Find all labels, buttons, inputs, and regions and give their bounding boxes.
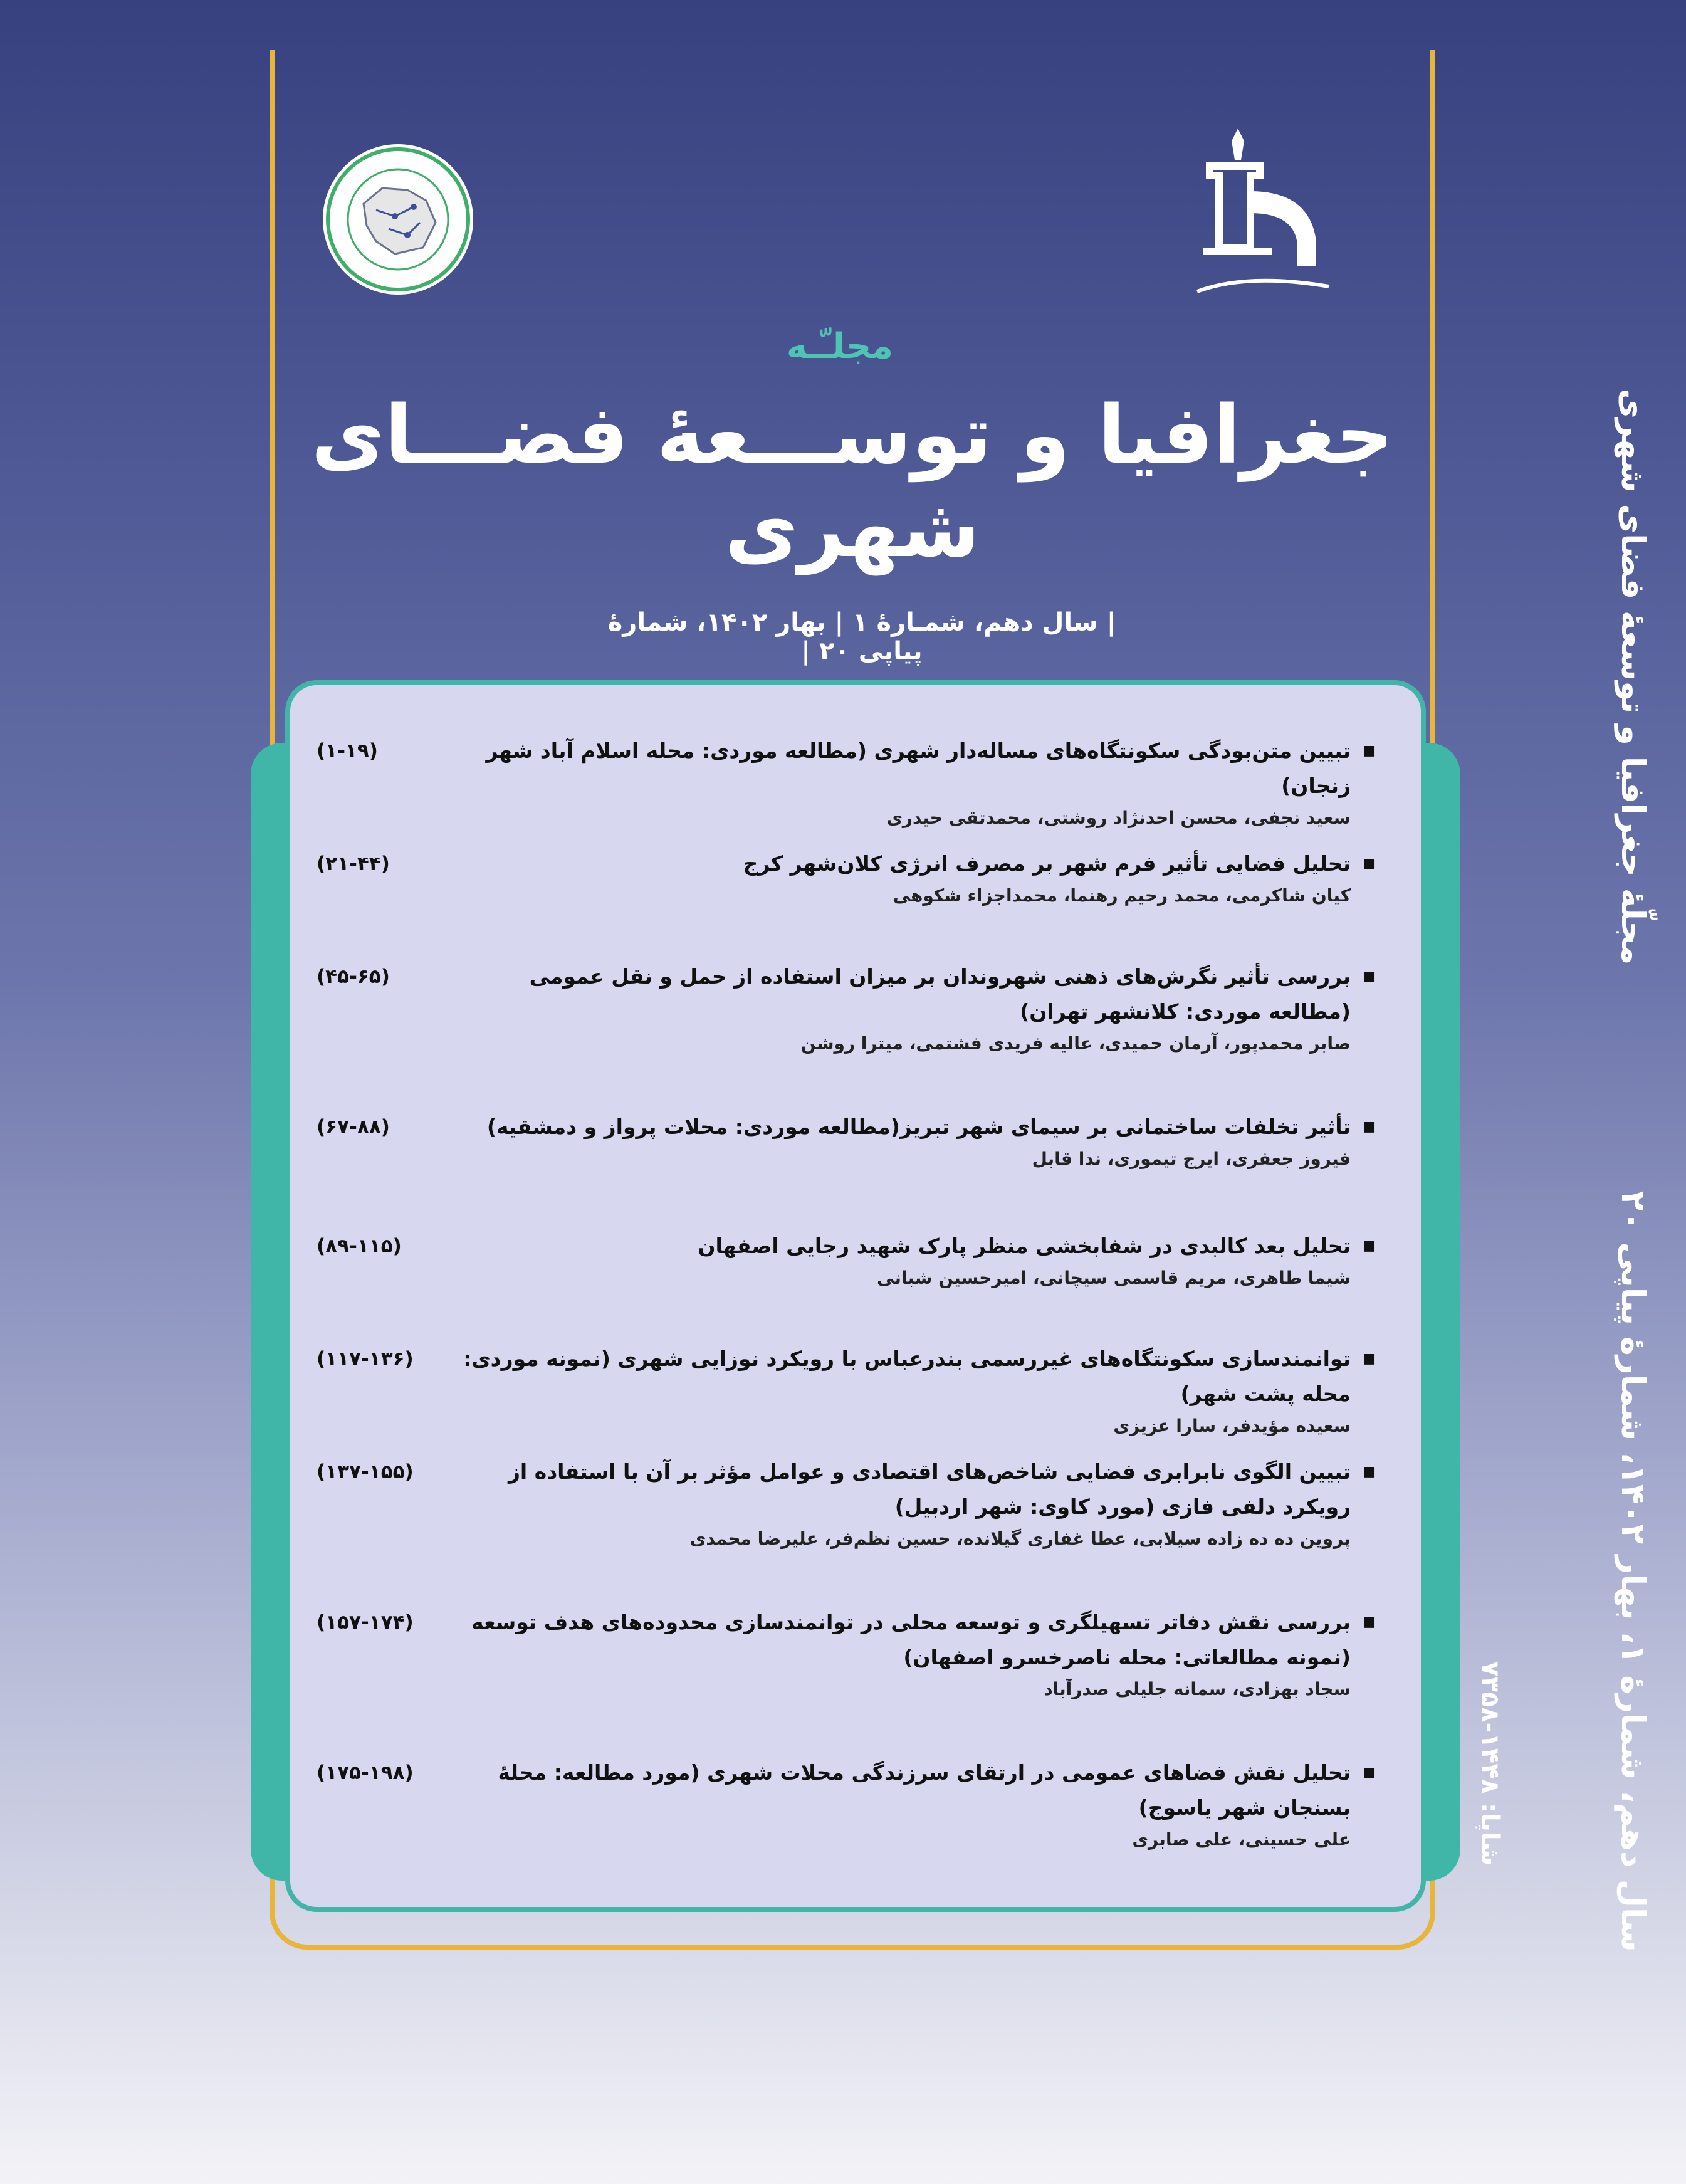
- article-pages: (۱۵۷-۱۷۴): [317, 1611, 414, 1634]
- journal-title: جغرافیا و توســـعهٔ فضـــای شهری: [311, 389, 1394, 575]
- article-pages: (۱۳۷-۱۵۵): [317, 1461, 414, 1483]
- article-5[interactable]: [317, 1229, 1376, 1288]
- article-authors: سجاد بهزادی، سمانه جلیلی صدرآباد: [1044, 1679, 1351, 1699]
- article-title[interactable]: ■ تحلیل فضایی تأثیر فرم شهر بر مصرف انرژی کلان‌شهر کرج: [317, 846, 1376, 881]
- article-pages: (۲۱-۴۴): [317, 853, 390, 875]
- article-title[interactable]: ■ بررسی تأثیر نگرش‌های ذهنی شهروندان بر میزان استفاده از حمل و نقل عمومی (مطالعه موردی: کلانشهر تهران): [317, 959, 1376, 1029]
- magazine-label: مجلـّـه: [786, 326, 894, 367]
- article-3[interactable]: [317, 959, 1376, 1054]
- article-pages: (۱-۱۹): [317, 740, 378, 762]
- spine-issn: شاپا: ۱۴۴۸-۷۳۵۸: [1475, 1661, 1504, 1866]
- issue-info: | سال دهم، شمـارهٔ ۱ | بهار ۱۴۰۲، شمارهٔ پیاپی ۲۰ |: [607, 608, 1116, 666]
- spine-issue: سال دهم، شمارهٔ ۱، بهار ۱۴۰۲، شمارهٔ پیاپی ۲۰: [1614, 1191, 1652, 1952]
- article-pages: (۱۷۵-۱۹۸): [317, 1761, 414, 1784]
- article-title[interactable]: ■ تحلیل بعد کالبدی در شفابخشی منظر پارک شهید رجایی اصفهان: [317, 1229, 1376, 1264]
- article-6[interactable]: [317, 1341, 1376, 1436]
- article-authors: کیان شاکرمی، محمد رحیم رهنما، محمداجزاء شکوهی: [893, 885, 1351, 906]
- article-pages: (۸۹-۱۱۵): [317, 1235, 402, 1257]
- article-authors: سعید نجفی، محسن احدنژاد روشتی، محمدتقی حیدری: [886, 807, 1351, 828]
- article-authors: علی حسینی، علی صابری: [1132, 1829, 1351, 1850]
- article-title[interactable]: ■ بررسی نقش دفاتر تسهیلگری و توسعه محلی در توانمندسازی محدوده‌های هدف توسعه (نمونه مطالعاتی: محله ناصرخسرو اصفهان): [317, 1605, 1376, 1675]
- article-title[interactable]: ■ تبیین متن‌بودگی سکونتگاه‌های مساله‌دار شهری (مطالعه موردی: محله اسلام آباد شهر زنجان): [317, 733, 1376, 804]
- article-4[interactable]: [317, 1110, 1376, 1169]
- article-authors: پروین ده ده زاده سیلابی، عطا غفاری گیلانده، حسین نظم‌فر، علیرضا محمدی: [689, 1528, 1351, 1549]
- article-title[interactable]: ■ تأثیر تخلفات ساختمانی بر سیمای شهر تبریز(مطالعه موردی: محلات پرواز و دمشقیه): [317, 1110, 1376, 1145]
- article-2[interactable]: [317, 846, 1376, 906]
- spine-title: مجلّهٔ جغرافیا و توسعهٔ فضای شهری: [1614, 389, 1652, 965]
- article-7[interactable]: [317, 1454, 1376, 1549]
- article-authors: صابر محمدپور، آرمان حمیدی، عالیه فریدی فشتمی، میترا روشن: [800, 1033, 1351, 1054]
- article-authors: شیما طاهری، مریم قاسمی سیچانی، امیرحسین شبانی: [877, 1268, 1351, 1288]
- article-9[interactable]: [317, 1755, 1376, 1850]
- issue-season: بهار ۱۴۰۲، شمارهٔ پیاپی ۲۰: [607, 608, 923, 666]
- article-title[interactable]: ■ توانمندسازی سکونتگاه‌های غیررسمی بندرعباس با رویکرد نوزایی شهری (نمونه موردی: محله پشت شهر): [317, 1341, 1376, 1412]
- pen-dome-emblem-icon: [1185, 122, 1348, 310]
- article-authors: فیروز جعفری، ایرج تیموری، ندا قابل: [1032, 1148, 1351, 1169]
- article-title[interactable]: ■ تحلیل نقش فضاهای عمومی در ارتقای سرزندگی محلات شهری (مورد مطالعه: محلهٔ بسنجان شهر یاسوج): [317, 1755, 1376, 1825]
- article-pages: (۴۵-۶۵): [317, 965, 390, 988]
- issue-volume: سال دهم، شمـارهٔ ۱: [852, 608, 1098, 637]
- article-pages: (۶۷-۸۸): [317, 1116, 390, 1138]
- article-authors: سعیده مؤیدفر، سارا عزیزی: [1113, 1415, 1351, 1436]
- article-title[interactable]: ■ تبیین الگوی نابرابری فضایی شاخص‌های اقتصادی و عوامل مؤثر بر آن با استفاده از رویکرد دلفی فازی (مورد کاوی: شهر اردبیل): [317, 1454, 1376, 1525]
- article-8[interactable]: [317, 1605, 1376, 1699]
- article-pages: (۱۱۷-۱۳۶): [317, 1348, 414, 1370]
- iran-map-seal-icon: [320, 141, 476, 298]
- article-1[interactable]: [317, 733, 1376, 828]
